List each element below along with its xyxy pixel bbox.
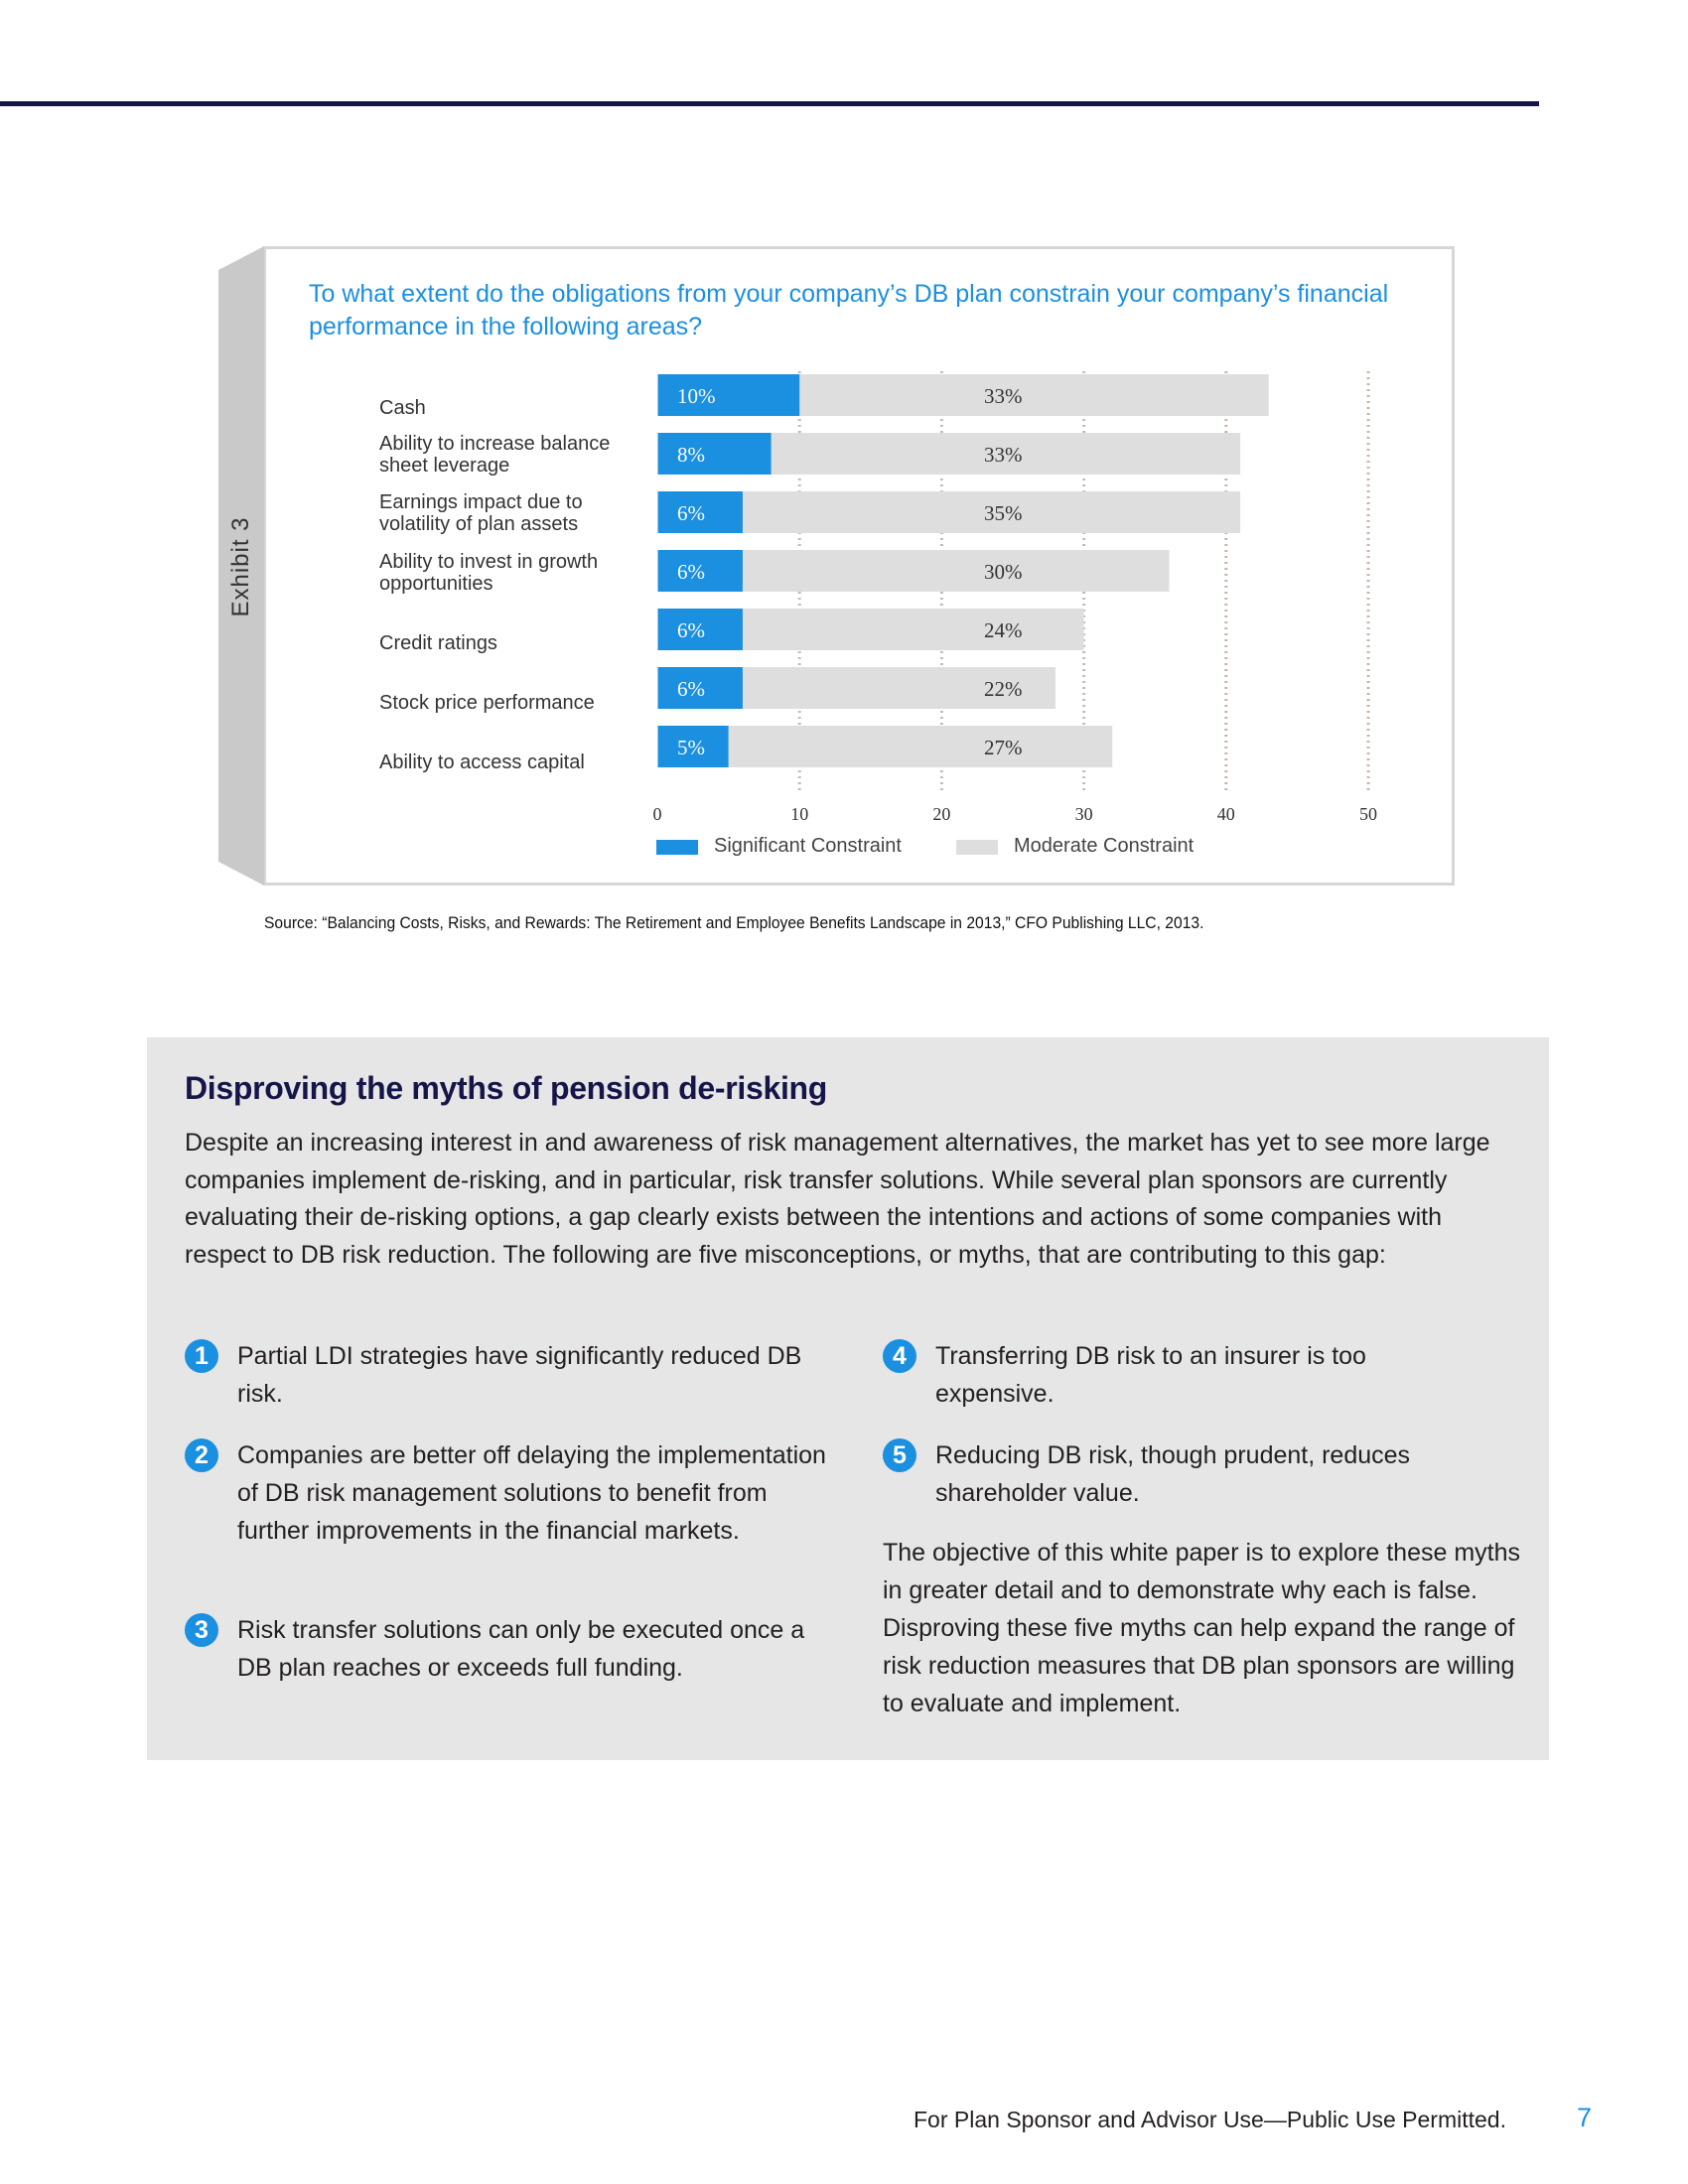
category-label: Cash [379,397,426,419]
intro-paragraph: Despite an increasing interest in and awareness of risk management alternatives, the market has yet to see more large companies implement de-risking, and in particular, risk transfer solutions. While several plan sponsors are currently evaluating their de-risking options, a gap clearly exists between the intentions and actions of some companies with respect to DB risk reduction. The following are five misconceptions, or myths, that are contributing to this gap: [185,1129,1490,1269]
data-label-moderate: 24% [984,618,1023,642]
exhibit-label: Exhibit 3 [227,516,254,617]
data-label-significant: 6% [677,501,705,525]
x-tick-label: 30 [1074,804,1093,824]
category-label: Ability to increase balance sheet leverage [379,433,611,477]
data-label-significant: 5% [677,736,705,759]
category-label: Earnings impact due to volatility of plan assets [379,491,583,535]
myth-item [195,1337,833,1413]
myth-text: Companies are better off delaying the implementation of DB risk management solutions to benefit from further improvements in the financial markets. [237,1441,826,1545]
legend-label-significant: Significant Constraint [714,835,902,857]
data-label-significant: 10% [677,384,716,408]
number-badge-icon: 2 [185,1438,218,1472]
x-tick-label: 20 [932,804,951,824]
chart-title: To what extent do the obligations from your company’s DB plan constrain your company’s financial performance in the following areas? [309,280,1389,341]
myth-item [893,1337,1491,1413]
myth-item [195,1436,833,1550]
x-tick-label: 40 [1216,804,1235,824]
category-label: Credit ratings [379,632,497,654]
myth-text: Transferring DB risk to an insurer is too expensive. [935,1342,1366,1408]
number-badge-icon: 5 [883,1438,916,1472]
data-label-significant: 6% [677,618,705,642]
section-heading: Disproving the myths of pension de-risking [185,1070,828,1106]
legend-swatch-moderate [956,840,998,855]
number-badge-icon: 3 [185,1613,218,1647]
x-tick-label: 50 [1359,804,1377,824]
x-tick-label: 10 [790,804,809,824]
closing-paragraph: The objective of this white paper is to explore these myths in greater detail and to demonstrate why each is false. Disproving these five myths can help expand the range of risk reduction measures that DB plan sponsors are willing to evaluate and implement. [883,1539,1520,1717]
legend-label-moderate: Moderate Constraint [1014,835,1195,857]
category-label: Stock price performance [379,692,595,714]
category-label: Ability to invest in growth opportunities [379,551,599,595]
data-label-moderate: 22% [984,677,1023,701]
number-badge-icon: 4 [883,1339,916,1373]
myth-item [195,1611,833,1687]
data-label-significant: 8% [677,443,705,467]
legend-swatch-significant [656,840,698,855]
footer-note: For Plan Sponsor and Advisor Use—Public Use Permitted. [914,2107,1506,2132]
source-note: Source: “Balancing Costs, Risks, and Rewards: The Retirement and Employee Benefits Landscape in 2013,” CFO Publishing LLC, 2013. [264,913,1204,932]
data-label-moderate: 33% [984,384,1023,408]
bar-significant [657,433,772,475]
bar-chart [0,0,1688,893]
data-label-moderate: 27% [984,736,1023,759]
data-label-moderate: 30% [984,560,1023,584]
myth-text: Risk transfer solutions can only be executed once a DB plan reaches or exceeds full funding. [237,1616,805,1682]
page-number: 7 [1577,2103,1593,2132]
category-label: Ability to access capital [379,751,585,773]
bar-moderate [657,491,1240,533]
data-label-moderate: 33% [984,443,1023,467]
data-label-significant: 6% [677,560,705,584]
myth-text: Partial LDI strategies have significantly reduced DB risk. [237,1342,802,1408]
myth-item [893,1436,1491,1512]
number-badge-icon: 1 [185,1339,218,1373]
myth-text: Reducing DB risk, though prudent, reduces shareholder value. [935,1441,1411,1507]
data-label-moderate: 35% [984,501,1023,525]
data-label-significant: 6% [677,677,705,701]
x-tick-label: 0 [652,804,662,824]
